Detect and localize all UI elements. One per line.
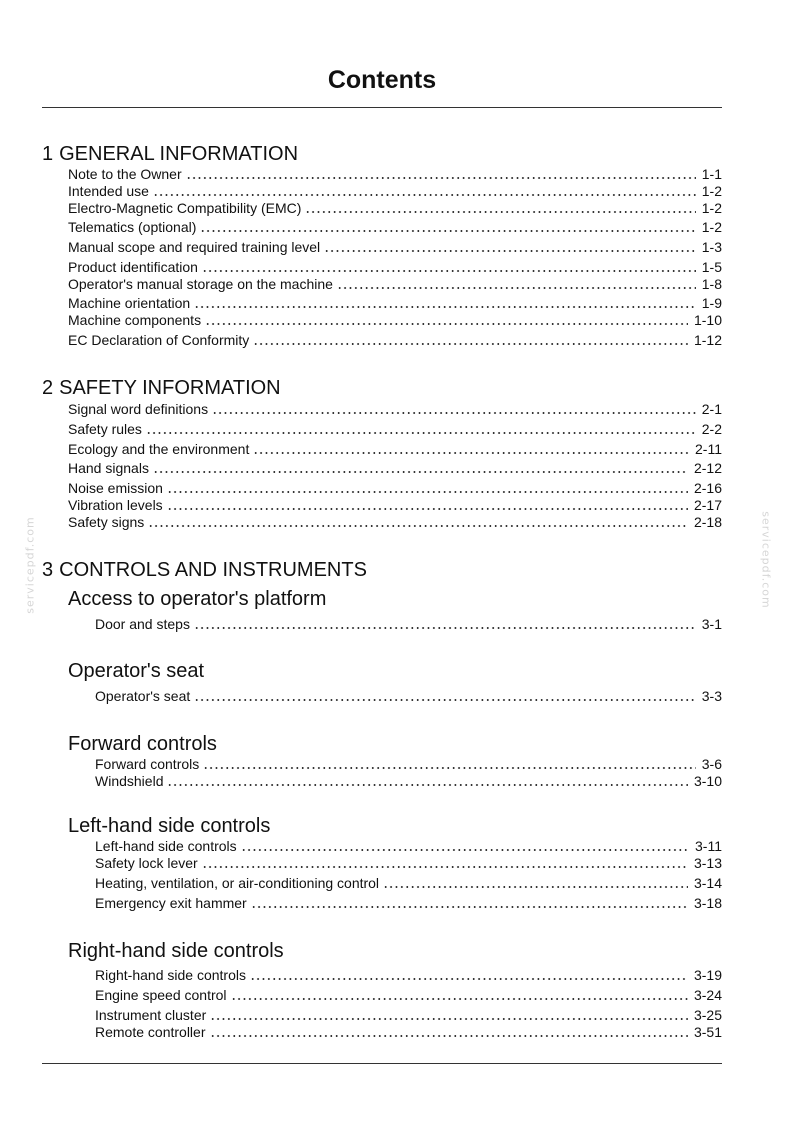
- dot-leader: [203, 756, 696, 770]
- toc-entry-page: 2-12: [693, 460, 722, 476]
- toc-entry[interactable]: [68, 166, 722, 182]
- toc-entry-label: Door and steps: [95, 616, 190, 632]
- dot-leader: [305, 200, 695, 214]
- toc-entry[interactable]: [68, 401, 722, 417]
- toc-entry-label: Intended use: [68, 183, 149, 199]
- toc-entry-page: 1-5: [701, 259, 722, 275]
- toc-entry-page: 2-16: [693, 480, 722, 496]
- toc-entry-label: Noise emission: [68, 480, 163, 496]
- toc-entry-label: Right-hand side controls: [95, 967, 246, 983]
- section-heading-safety-information: [42, 377, 281, 400]
- toc-entry-label: Heating, ventilation, or air-conditioning control: [95, 875, 380, 891]
- dot-leader: [253, 332, 688, 346]
- dot-leader: [383, 875, 688, 889]
- toc-entry-label: Note to the Owner: [68, 166, 182, 182]
- toc-entry-label: Safety signs: [68, 514, 145, 530]
- toc-entry-page: 3-13: [693, 855, 722, 871]
- toc-entry-label: Hand signals: [68, 460, 149, 476]
- toc-entry[interactable]: [68, 441, 722, 457]
- toc-entry-page: 2-18: [693, 514, 722, 530]
- toc-entry-page: 2-11: [695, 441, 722, 457]
- dot-leader: [241, 838, 689, 852]
- dot-leader: [253, 441, 689, 455]
- toc-entry-page: 2-1: [701, 401, 722, 417]
- toc-entry-label: Vibration levels: [68, 497, 163, 513]
- toc-entry-label: Operator's seat: [95, 688, 191, 704]
- toc-entry[interactable]: [95, 756, 722, 772]
- toc-entry[interactable]: [95, 895, 722, 911]
- dot-leader: [250, 967, 688, 981]
- dot-leader: [186, 166, 696, 180]
- dot-leader: [210, 1024, 688, 1038]
- watermark-right: servicepdf.com: [759, 511, 773, 609]
- toc-entry-label: Telematics (optional): [68, 219, 197, 235]
- section-title: GENERAL INFORMATION: [59, 143, 299, 165]
- dot-leader: [146, 421, 696, 435]
- toc-entry-label: Product identification: [68, 259, 198, 275]
- toc-entry-label: Remote controller: [95, 1024, 206, 1040]
- toc-entry-page: 1-1: [701, 166, 722, 182]
- toc-entry-page: 3-11: [695, 838, 722, 854]
- toc-entry-label: Machine components: [68, 312, 202, 328]
- toc-entry-label: Safety lock lever: [95, 855, 198, 871]
- toc-entry[interactable]: [95, 616, 722, 632]
- section-title: SAFETY INFORMATION: [59, 377, 281, 399]
- toc-entry[interactable]: [95, 875, 722, 891]
- toc-entry-page: 3-1: [701, 616, 722, 632]
- toc-entry[interactable]: [68, 332, 722, 348]
- toc-entry[interactable]: [68, 183, 722, 199]
- dot-leader: [194, 295, 696, 309]
- dot-leader: [210, 1007, 688, 1021]
- toc-entry-label: Operator's manual storage on the machine: [68, 276, 333, 292]
- toc-entry-label: Windshield: [95, 773, 164, 789]
- dot-leader: [324, 239, 696, 253]
- top-divider: [42, 107, 722, 108]
- section-number: 2: [42, 377, 54, 399]
- toc-entry-page: 1-10: [693, 312, 722, 328]
- toc-entry-page: 3-24: [693, 987, 722, 1003]
- toc-entry[interactable]: [95, 967, 722, 983]
- toc-entry-page: 1-2: [701, 200, 722, 216]
- toc-entry-page: 2-2: [701, 421, 722, 437]
- dot-leader: [202, 855, 688, 869]
- toc-entry-label: EC Declaration of Conformity: [68, 332, 250, 348]
- toc-entry[interactable]: [68, 276, 722, 292]
- toc-entry-label: Electro-Magnetic Compatibility (EMC): [68, 200, 302, 216]
- toc-entry[interactable]: [95, 838, 722, 854]
- section-heading-general-information: [42, 143, 298, 166]
- toc-entry-label: Emergency exit hammer: [95, 895, 247, 911]
- subsection-heading: Right-hand side controls: [68, 940, 284, 962]
- toc-entry[interactable]: [68, 497, 722, 513]
- toc-entry[interactable]: [68, 480, 722, 496]
- toc-entry-page: 3-25: [693, 1007, 722, 1023]
- dot-leader: [205, 312, 688, 326]
- dot-leader: [212, 401, 696, 415]
- toc-entry-page: 1-2: [701, 219, 722, 235]
- section-number: 3: [42, 559, 54, 581]
- watermark-left: servicepdf.com: [23, 516, 37, 614]
- toc-entry[interactable]: [95, 688, 722, 704]
- dot-leader: [194, 616, 696, 630]
- toc-entry-page: 1-9: [701, 295, 722, 311]
- toc-entry-page: 3-3: [701, 688, 722, 704]
- dot-leader: [231, 987, 688, 1001]
- dot-leader: [251, 895, 688, 909]
- toc-entry-page: 3-51: [693, 1024, 722, 1040]
- toc-entry[interactable]: [68, 514, 722, 530]
- toc-entry[interactable]: [95, 773, 722, 789]
- toc-entry-page: 3-6: [701, 756, 722, 772]
- toc-entry-page: 1-8: [701, 276, 722, 292]
- toc-entry[interactable]: [95, 987, 722, 1003]
- toc-entry-label: Left-hand side controls: [95, 838, 237, 854]
- toc-entry-label: Machine orientation: [68, 295, 191, 311]
- dot-leader: [167, 480, 688, 494]
- toc-entry-label: Ecology and the environment: [68, 441, 250, 457]
- toc-entry-label: Engine speed control: [95, 987, 227, 1003]
- toc-entry-page: 3-14: [693, 875, 722, 891]
- dot-leader: [167, 773, 687, 787]
- toc-entry[interactable]: [68, 259, 722, 275]
- toc-entry[interactable]: [68, 460, 722, 476]
- toc-entry-page: 2-17: [693, 497, 722, 513]
- toc-entry-page: 1-2: [701, 183, 722, 199]
- bottom-divider: [42, 1063, 722, 1064]
- toc-entry[interactable]: [95, 1024, 722, 1040]
- toc-entry[interactable]: [68, 421, 722, 437]
- section-number: 1: [42, 143, 54, 165]
- toc-entry[interactable]: [68, 239, 722, 255]
- toc-entry[interactable]: [68, 295, 722, 311]
- dot-leader: [200, 219, 695, 233]
- dot-leader: [167, 497, 688, 511]
- section-title: CONTROLS AND INSTRUMENTS: [59, 559, 367, 581]
- toc-entry[interactable]: [95, 1007, 722, 1023]
- toc-entry-page: 3-18: [693, 895, 722, 911]
- dot-leader: [153, 183, 696, 197]
- toc-entry-label: Manual scope and required training level: [68, 239, 321, 255]
- page-title: Contents: [327, 66, 437, 94]
- subsection-heading: Access to operator's platform: [68, 588, 327, 610]
- subsection-heading: Left-hand side controls: [68, 815, 271, 837]
- toc-entry-label: Signal word definitions: [68, 401, 209, 417]
- toc-entry-label: Instrument cluster: [95, 1007, 207, 1023]
- dot-leader: [194, 688, 695, 702]
- dot-leader: [148, 514, 688, 528]
- toc-entry-label: Forward controls: [95, 756, 200, 772]
- toc-entry[interactable]: [68, 219, 722, 235]
- toc-entry-page: 3-19: [693, 967, 722, 983]
- toc-entry[interactable]: [68, 200, 722, 216]
- toc-entry[interactable]: [95, 855, 722, 871]
- subsection-heading: Forward controls: [68, 733, 217, 755]
- toc-entry[interactable]: [68, 312, 722, 328]
- dot-leader: [202, 259, 696, 273]
- dot-leader: [337, 276, 696, 290]
- toc-entry-page: 3-10: [693, 773, 722, 789]
- toc-entry-label: Safety rules: [68, 421, 142, 437]
- dot-leader: [153, 460, 688, 474]
- section-heading-controls-and-instruments: [42, 559, 367, 582]
- toc-entry-page: 1-12: [693, 332, 722, 348]
- toc-entry-page: 1-3: [701, 239, 722, 255]
- subsection-heading: Operator's seat: [68, 660, 205, 682]
